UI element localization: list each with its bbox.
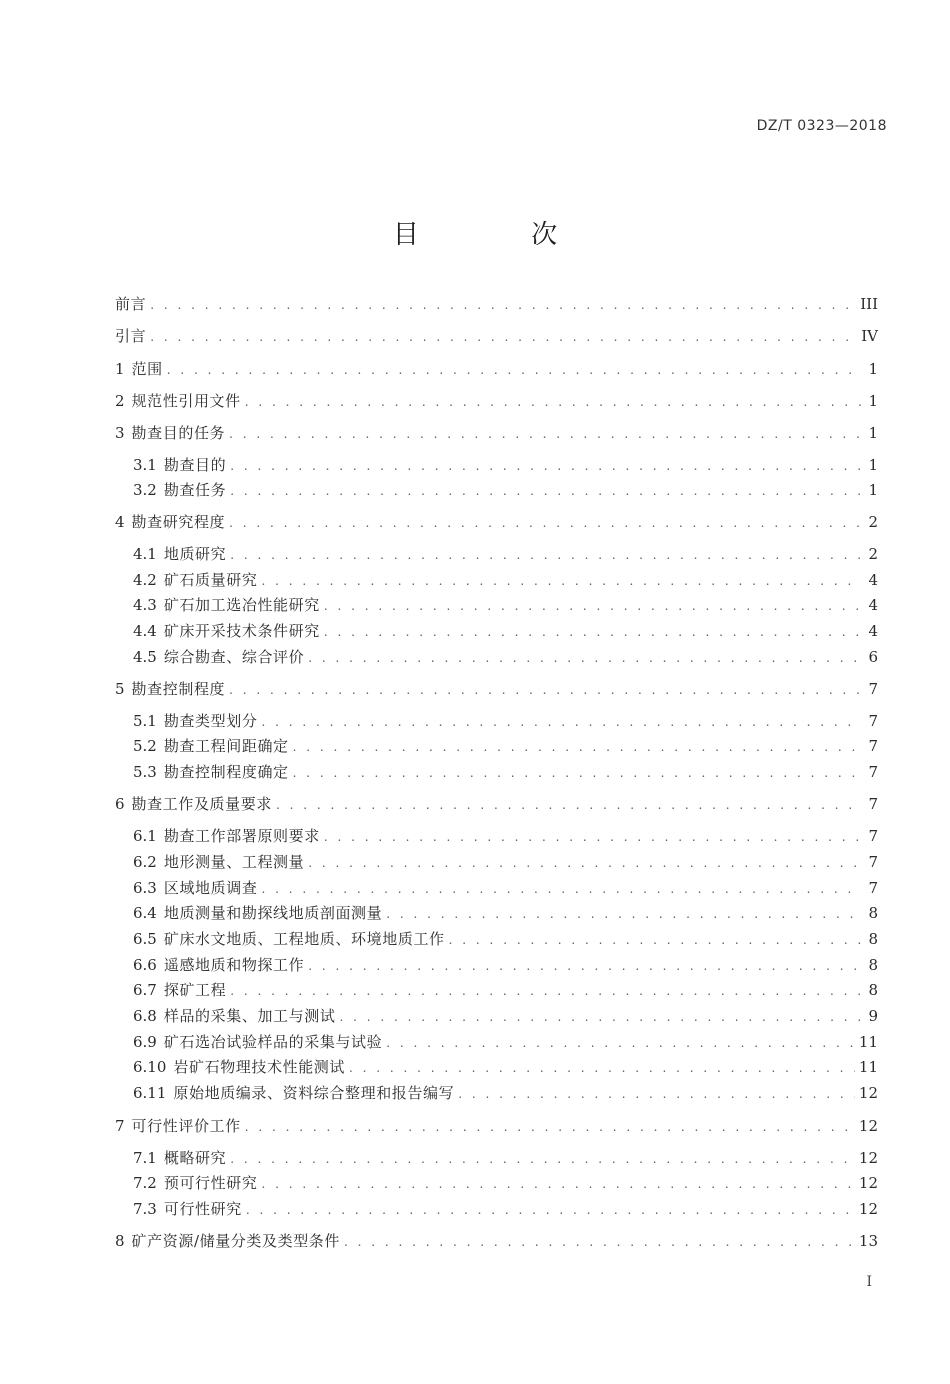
toc-leader-dots <box>293 763 862 783</box>
toc-entry-number: 3.2 <box>133 481 157 499</box>
toc-entry-number: 2 <box>115 392 125 410</box>
toc-entry-number: 6.10 <box>133 1058 167 1076</box>
toc-entry[interactable] <box>133 711 878 732</box>
toc-leader-dots <box>261 712 862 732</box>
toc-entry-page: 4 <box>868 571 878 589</box>
toc-leader-dots <box>386 904 862 924</box>
toc-entry[interactable] <box>133 1057 878 1078</box>
toc-entry-page: 7 <box>868 795 878 813</box>
toc-leader-dots <box>230 981 862 1001</box>
toc-entry-number: 7.1 <box>133 1149 157 1167</box>
toc-entry-number: 6.9 <box>133 1033 157 1051</box>
toc-entry[interactable] <box>133 544 878 565</box>
toc-entry-number: 6.3 <box>133 879 157 897</box>
toc-entry-page: 7 <box>868 853 878 871</box>
toc-leader-dots <box>245 1117 855 1137</box>
toc-entry-number: 6.6 <box>133 956 157 974</box>
toc-entry[interactable] <box>115 359 878 380</box>
toc-entry-page: 11 <box>858 1058 878 1076</box>
toc-entry-number: 4.5 <box>133 648 157 666</box>
toc-entry-number: 4.4 <box>133 622 157 640</box>
toc-entry-page: 1 <box>868 481 878 499</box>
toc-entry-label: 勘查类型划分 <box>163 712 258 730</box>
toc-entry[interactable] <box>133 826 878 847</box>
toc-entry-page: 4 <box>868 596 878 614</box>
toc-leader-dots <box>308 853 862 873</box>
toc-entry[interactable] <box>115 512 878 533</box>
toc-entry-number: 7 <box>115 1117 125 1135</box>
toc-leader-dots <box>230 456 862 476</box>
toc-entry-number: 5.3 <box>133 763 157 781</box>
toc-entry-label: 概略研究 <box>163 1149 227 1167</box>
toc-entry-number: 4 <box>115 513 125 531</box>
toc-entry[interactable] <box>133 955 878 976</box>
toc-entry-number: 8 <box>115 1232 125 1250</box>
toc-entry[interactable] <box>115 391 878 412</box>
toc-leader-dots <box>349 1058 855 1078</box>
toc-entry-label: 遥感地质和物探工作 <box>163 956 305 974</box>
toc-entry-label: 区域地质调查 <box>163 879 258 897</box>
toc-entry[interactable] <box>133 903 878 924</box>
toc-leader-dots <box>150 295 856 315</box>
page-title: 目 次 <box>392 220 610 250</box>
toc-entry[interactable] <box>133 1006 878 1027</box>
toc-entry[interactable] <box>115 1231 878 1252</box>
toc-entry-label: 勘查任务 <box>163 481 227 499</box>
toc-entry-label: 地质研究 <box>163 545 227 563</box>
toc-leader-dots <box>339 1007 862 1027</box>
toc-entry[interactable] <box>133 595 878 616</box>
toc-leader-dots <box>449 930 862 950</box>
toc-entry-label: 可行性评价工作 <box>131 1117 241 1135</box>
toc-entry-label: 勘查控制程度确定 <box>163 763 289 781</box>
toc-leader-dots <box>229 424 862 444</box>
page-number: I <box>866 1274 872 1290</box>
toc-leader-dots <box>261 571 862 591</box>
toc-entry-page: 1 <box>868 456 878 474</box>
toc-leader-dots <box>150 327 857 347</box>
toc-entry-label: 前言 <box>115 295 147 313</box>
toc-entry[interactable] <box>115 326 878 347</box>
toc-entry-number: 5.1 <box>133 712 157 730</box>
toc-entry-label: 矿石加工选冶性能研究 <box>163 596 320 614</box>
toc-leader-dots <box>229 513 862 533</box>
toc-entry-label: 地质测量和勘探线地质剖面测量 <box>163 904 383 922</box>
toc-entry-page: III <box>860 295 878 313</box>
toc-leader-dots <box>308 648 862 668</box>
toc-leader-dots <box>167 360 862 380</box>
toc-entry-page: IV <box>861 327 878 345</box>
toc-entry-number: 4.3 <box>133 596 157 614</box>
toc-entry[interactable] <box>115 679 878 700</box>
toc-entry[interactable] <box>115 1116 878 1137</box>
toc-entry-label: 综合勘查、综合评价 <box>163 648 305 666</box>
toc-entry-page: 12 <box>858 1084 878 1102</box>
toc-leader-dots <box>324 827 862 847</box>
toc-entry-page: 12 <box>858 1149 878 1167</box>
toc-leader-dots <box>324 596 862 616</box>
toc-entry-label: 规范性引用文件 <box>131 392 241 410</box>
toc-entry[interactable] <box>133 647 878 668</box>
toc-entry-number: 3.1 <box>133 456 157 474</box>
toc-entry-label: 矿产资源/储量分类及类型条件 <box>131 1232 341 1250</box>
toc-leader-dots <box>245 392 862 412</box>
toc-leader-dots <box>261 1174 854 1194</box>
toc-entry-label: 岩矿石物理技术性能测试 <box>173 1058 346 1076</box>
toc-entry-label: 预可行性研究 <box>163 1174 258 1192</box>
toc-entry-label: 勘查工作及质量要求 <box>131 795 272 813</box>
toc-entry-label: 矿石选冶试验样品的采集与试验 <box>163 1033 383 1051</box>
toc-leader-dots <box>308 956 862 976</box>
toc-entry-label: 范围 <box>131 360 163 378</box>
toc-leader-dots <box>230 545 862 565</box>
toc-entry-page: 7 <box>868 827 878 845</box>
toc-entry-page: 7 <box>868 763 878 781</box>
toc-entry-label: 引言 <box>115 327 147 345</box>
toc-entry-number: 6.11 <box>133 1084 167 1102</box>
toc-entry-number: 6 <box>115 795 125 813</box>
standard-code: DZ/T 0323—2018 <box>756 118 887 134</box>
toc-entry[interactable] <box>133 929 878 950</box>
toc-entry-label: 探矿工程 <box>163 981 227 999</box>
toc-entry-number: 3 <box>115 424 125 442</box>
toc-entry[interactable] <box>115 423 878 444</box>
toc-entry[interactable] <box>115 294 878 315</box>
toc-entry[interactable] <box>133 1032 878 1053</box>
toc-entry[interactable] <box>133 762 878 783</box>
toc-entry-label: 地形测量、工程测量 <box>163 853 305 871</box>
toc-entry[interactable] <box>133 980 878 1001</box>
toc-entry-page: 12 <box>858 1174 878 1192</box>
toc-entry-label: 矿床开采技术条件研究 <box>163 622 320 640</box>
toc-entry[interactable] <box>133 455 878 476</box>
toc-entry[interactable] <box>133 1199 878 1220</box>
toc-entry[interactable] <box>133 852 878 873</box>
toc-entry-number: 6.4 <box>133 904 157 922</box>
toc-entry[interactable] <box>133 1148 878 1169</box>
toc-entry[interactable] <box>133 1083 878 1104</box>
toc-leader-dots <box>229 680 862 700</box>
toc-entry-label: 矿床水文地质、工程地质、环境地质工作 <box>163 930 445 948</box>
toc-entry-page: 8 <box>868 981 878 999</box>
toc-leader-dots <box>324 622 862 642</box>
toc-entry-number: 6.5 <box>133 930 157 948</box>
toc-entry-number: 6.7 <box>133 981 157 999</box>
toc-entry-number: 7.3 <box>133 1200 157 1218</box>
toc-entry-label: 勘查研究程度 <box>131 513 226 531</box>
toc-entry-label: 勘查控制程度 <box>131 680 226 698</box>
toc-entry-number: 5.2 <box>133 737 157 755</box>
toc-entry[interactable] <box>115 794 878 815</box>
toc-entry-number: 7.2 <box>133 1174 157 1192</box>
toc-entry-label: 原始地质编录、资料综合整理和报告编写 <box>173 1084 455 1102</box>
toc-entry-label: 勘查目的任务 <box>131 424 226 442</box>
toc-entry-label: 勘查工作部署原则要求 <box>163 827 320 845</box>
toc-entry-page: 9 <box>868 1007 878 1025</box>
toc-entry-page: 1 <box>868 424 878 442</box>
toc-entry-page: 8 <box>868 930 878 948</box>
toc-entry[interactable] <box>133 570 878 591</box>
toc-leader-dots <box>344 1232 855 1252</box>
toc-entry-page: 2 <box>868 513 878 531</box>
toc-leader-dots <box>386 1033 855 1053</box>
toc-entry-page: 7 <box>868 712 878 730</box>
toc-entry[interactable] <box>133 621 878 642</box>
toc-entry-label: 勘查目的 <box>163 456 227 474</box>
toc-entry[interactable] <box>133 1173 878 1194</box>
toc-leader-dots <box>261 879 862 899</box>
toc-entry-number: 6.8 <box>133 1007 157 1025</box>
toc-leader-dots <box>276 795 862 815</box>
toc-entry-number: 6.2 <box>133 853 157 871</box>
toc-entry-page: 2 <box>868 545 878 563</box>
toc-entry-label: 矿石质量研究 <box>163 571 258 589</box>
toc-leader-dots <box>230 481 862 501</box>
toc-entry-page: 13 <box>858 1232 878 1250</box>
toc-entry-label: 可行性研究 <box>163 1200 242 1218</box>
toc-entry-page: 7 <box>868 879 878 897</box>
toc-entry-page: 7 <box>868 680 878 698</box>
toc-entry-number: 4.2 <box>133 571 157 589</box>
toc-entry-label: 勘查工程间距确定 <box>163 737 289 755</box>
toc-entry-page: 8 <box>868 904 878 922</box>
toc-entry-number: 4.1 <box>133 545 157 563</box>
toc-entry-page: 11 <box>858 1033 878 1051</box>
toc-leader-dots <box>230 1149 855 1169</box>
toc-leader-dots <box>293 737 862 757</box>
toc-entry-page: 6 <box>868 648 878 666</box>
toc-entry-page: 4 <box>868 622 878 640</box>
toc-leader-dots <box>458 1084 855 1104</box>
toc-entry-page: 1 <box>868 392 878 410</box>
toc-entry-page: 8 <box>868 956 878 974</box>
toc-entry-page: 1 <box>868 360 878 378</box>
toc-entry-number: 6.1 <box>133 827 157 845</box>
toc-entry-label: 样品的采集、加工与测试 <box>163 1007 336 1025</box>
toc-leader-dots <box>246 1200 855 1220</box>
toc-entry-page: 12 <box>858 1200 878 1218</box>
toc-entry[interactable] <box>133 878 878 899</box>
toc-entry-page: 7 <box>868 737 878 755</box>
toc-entry-page: 12 <box>858 1117 878 1135</box>
toc-entry[interactable] <box>133 480 878 501</box>
toc-entry[interactable] <box>133 736 878 757</box>
toc-entry-number: 1 <box>115 360 125 378</box>
toc-entry-number: 5 <box>115 680 125 698</box>
